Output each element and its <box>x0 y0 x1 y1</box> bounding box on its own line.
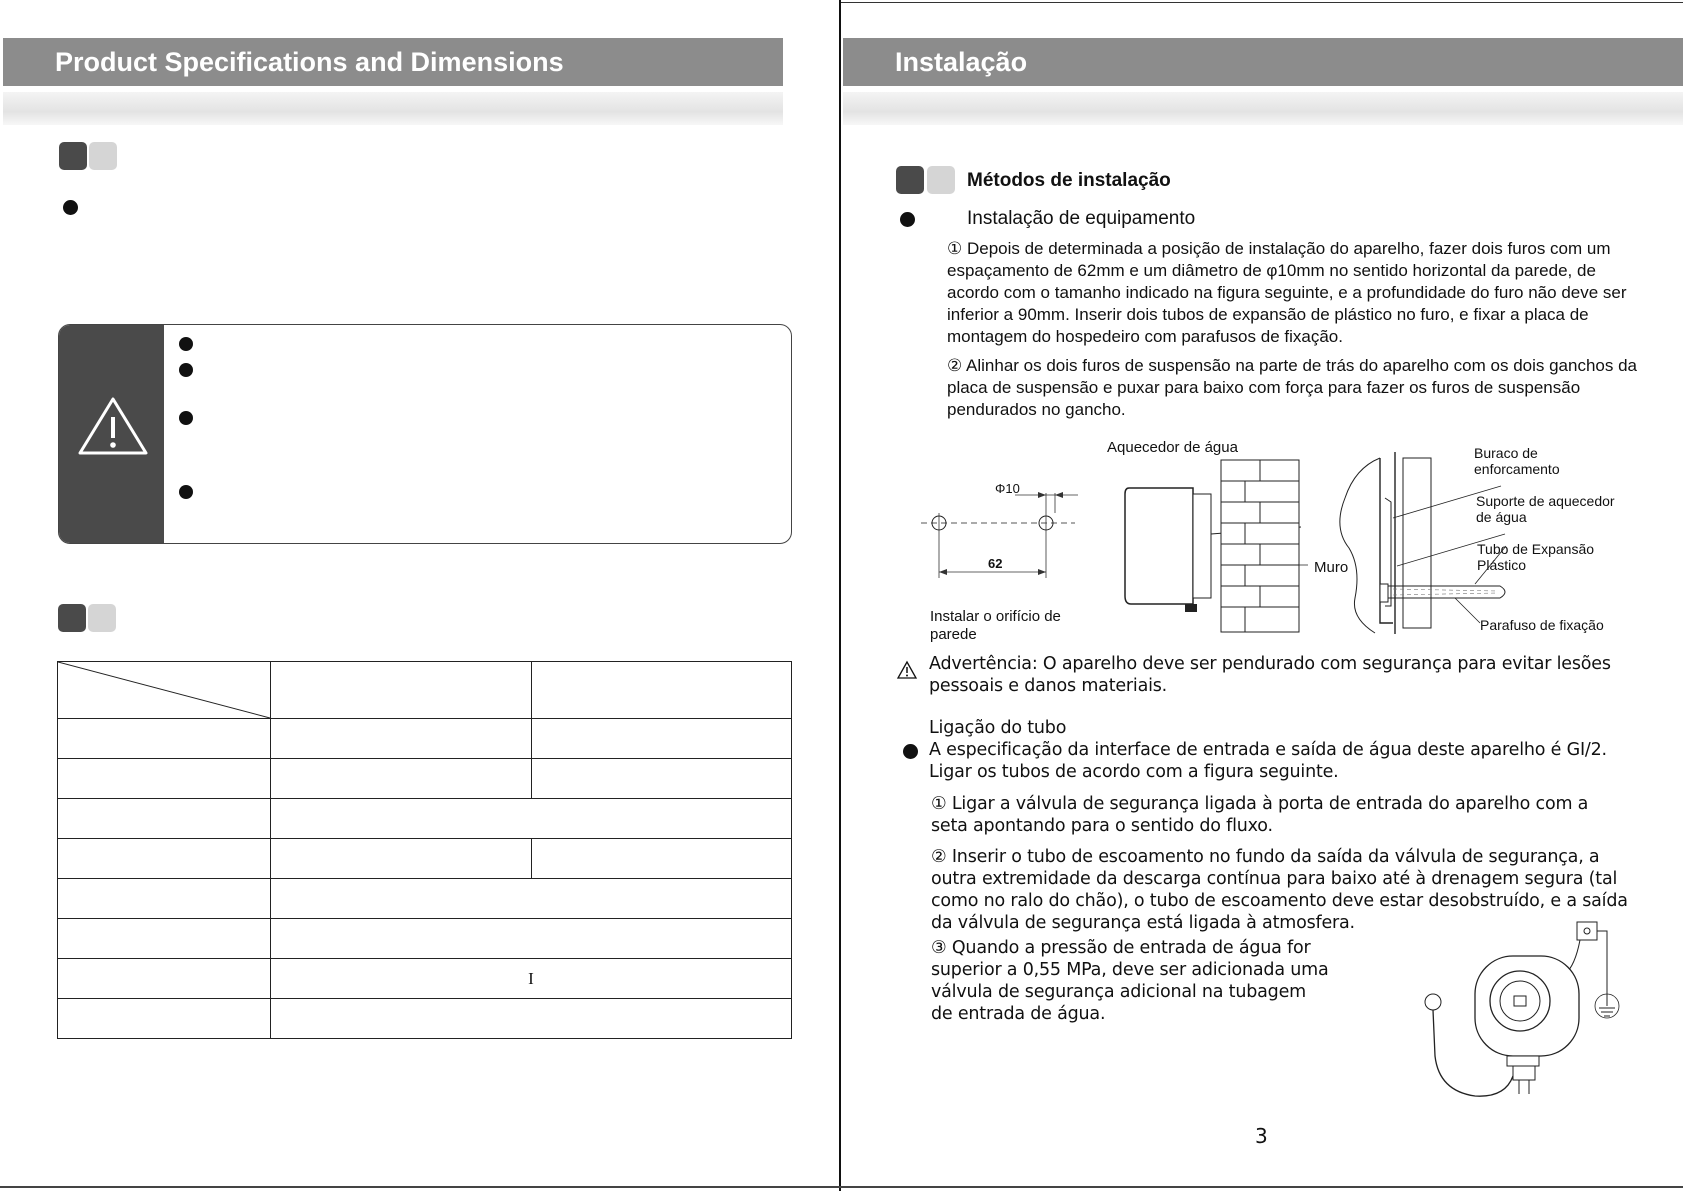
spec-cell <box>58 839 271 879</box>
step-1-text: ① Depois de determinada a posição de instalação do aparelho, fazer dois furos com um espaçamento de 62mm e um diâmetro de φ10mm no sentido horizontal da parede, de acordo com o tamanho indicado na figura seguinte, e a profundidade do furo não deve ser inferior a 90mm. Inserir dois tubos de expansão de plástico no furo, e fixar a placa de montagem do hospedeiro com parafusos de fixação. <box>947 239 1627 346</box>
tube-label: Tubo de Expansão Plástico <box>1477 541 1595 573</box>
page-number: 3 <box>1255 1124 1268 1148</box>
spec-cell <box>271 919 792 959</box>
bullet-dot <box>63 200 78 215</box>
section-marker-dark <box>59 142 87 170</box>
subsection-bullet <box>900 212 915 227</box>
spec-cell <box>58 999 271 1039</box>
subsection-title: Instalação de equipamento <box>967 208 1196 229</box>
spec-cell <box>58 719 271 759</box>
section-marker-light <box>89 142 117 170</box>
spec-cell <box>271 879 792 919</box>
left-header-band <box>3 38 783 86</box>
right-header-title: Instalação <box>895 47 1028 77</box>
section-marker-dark-2 <box>58 604 86 632</box>
section-marker-dark-3 <box>896 166 924 194</box>
spec-cell <box>271 839 532 879</box>
section-title: Métodos de instalação <box>967 170 1171 191</box>
spec-cell <box>271 799 792 839</box>
pipe-text: A especificação da interface de entrada e saída de água deste aparelho é GI/2. Ligar os tubos de acordo com a figura seguinte. <box>929 740 1607 782</box>
left-header-title: Product Specifications and Dimensions <box>55 47 564 77</box>
caution-sidebar <box>59 325 164 543</box>
spec-cell <box>58 799 271 839</box>
spec-cell <box>271 662 532 719</box>
spec-cell <box>532 719 792 759</box>
spec-cell <box>271 999 792 1039</box>
phi-label: Φ10 <box>995 481 1020 496</box>
section-marker-light-2 <box>88 604 116 632</box>
pipe-step-2: ② Inserir o tubo de escoamento no fundo da saída da válvula de segurança, a outra extremidade da descarga contínua para baixo até à drenagem segura (tal como no ralo do chão), o tubo de escoamento deve estar desobstruído, e a saída da válvula de segurança está ligada à atmosfera. <box>931 847 1628 933</box>
spec-cell <box>58 959 271 999</box>
caution-bullet-3 <box>179 411 193 425</box>
right-header-band <box>843 38 1683 86</box>
caution-bullet-1 <box>179 337 193 351</box>
pipe-title: Ligação do tubo <box>929 718 1067 738</box>
spec-cell <box>532 759 792 799</box>
section-marker-light-3 <box>927 166 955 194</box>
spec-table-corner <box>58 662 271 719</box>
right-subheader-band <box>843 92 1683 125</box>
left-subheader-band <box>3 92 783 125</box>
caution-bullet-4 <box>179 485 193 499</box>
spec-cell <box>58 879 271 919</box>
heater-drawing <box>1395 916 1645 1106</box>
pipe-step-1: ① Ligar a válvula de segurança ligada à porta de entrada do aparelho com a seta apontando para o sentido do fluxo. <box>931 794 1589 836</box>
hang-hole-label: Buraco de enforcamento <box>1474 445 1560 477</box>
spec-cell <box>271 759 532 799</box>
caution-box <box>58 324 792 544</box>
right-top-rule <box>841 2 1683 3</box>
bracket-label: Suporte de aquecedor de água <box>1476 493 1615 525</box>
pipe-bullet <box>903 744 918 759</box>
spec-cell <box>58 919 271 959</box>
wall-label: Muro <box>1314 559 1349 576</box>
warning-text: Advertência: O aparelho deve ser pendurado com segurança para evitar lesões pessoais e danos materiais. <box>929 654 1611 696</box>
spec-cell: I <box>271 959 792 999</box>
caution-bullet-2 <box>179 363 193 377</box>
screw-label: Parafuso de fixação <box>1480 617 1604 633</box>
spec-cell <box>271 719 532 759</box>
heater-label: Aquecedor de água <box>1107 439 1238 456</box>
warning-icon <box>896 660 918 680</box>
spec-table <box>57 661 792 1039</box>
pipe-step-3: ③ Quando a pressão de entrada de água for superior a 0,55 MPa, deve ser adicionada uma válvula de segurança adicional na tubagem de entrada de água. <box>931 938 1329 1024</box>
spec-cell <box>532 662 792 719</box>
bottom-rule <box>0 1186 1683 1188</box>
spacing-label: 62 <box>988 556 1003 571</box>
warning-triangle-icon <box>77 395 149 457</box>
diagonal-line <box>58 662 270 719</box>
page-divider <box>839 0 841 1191</box>
spec-cell <box>58 759 271 799</box>
step-2-text: ② Alinhar os dois furos de suspensão na parte de trás do aparelho com os dois ganchos da placa de suspensão e puxar para baixo com força para fazer os furos de suspensão pendurados no gancho. <box>947 356 1638 419</box>
spec-cell <box>532 839 792 879</box>
hole-label: Instalar o orifício de parede <box>930 608 1061 643</box>
